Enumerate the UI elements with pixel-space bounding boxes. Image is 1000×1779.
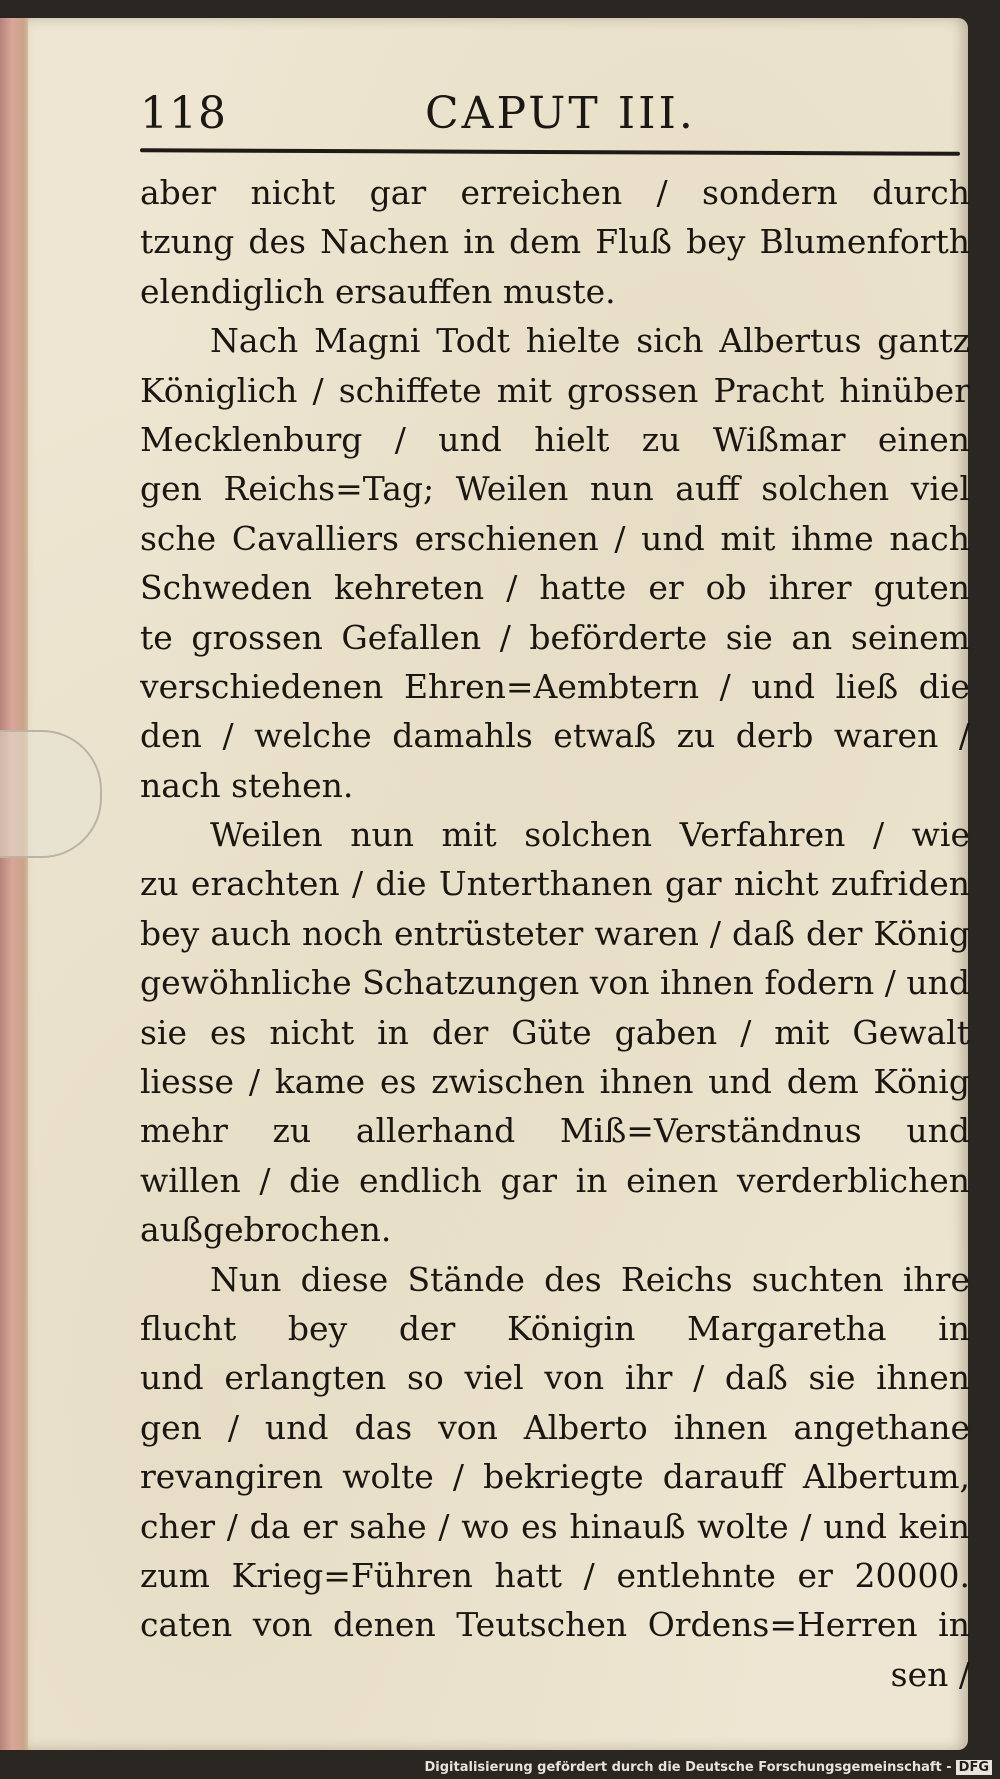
text-line: mehr zu allerhand Miß=Verständnus und <box>140 1111 970 1151</box>
text-line: bey auch noch entrüsteter waren / daß der König <box>140 913 970 953</box>
page-header <box>140 88 960 148</box>
credit-text: Digitalisierung gefördert durch die Deutsche Forschungsgemeinschaft - <box>424 1760 952 1775</box>
text-line: Schweden kehreten / hatte er ob ihrer guten <box>140 568 970 608</box>
text-line: gen Reichs=Tag; Weilen nun auff solchen viel <box>140 469 970 509</box>
text-line: gewöhnliche Schatzungen von ihnen fodern / und <box>140 963 970 1003</box>
text-line: cher / da er sahe / wo es hinauß wolte / und kein <box>140 1506 970 1546</box>
text-line: und erlangten so viel von ihr / daß sie ihnen <box>140 1358 970 1398</box>
text-line: aber nicht gar erreichen / sondern durch <box>140 173 970 212</box>
text-line: elendiglich ersauffen muste. <box>140 271 616 311</box>
text-line: willen / die endlich gar in einen verderblichen <box>140 1160 970 1200</box>
text-line: Königlich / schiffete mit grossen Pracht hinüber <box>140 370 970 410</box>
text-line: flucht bey der Königin Margaretha in <box>140 1308 970 1348</box>
digitization-credit <box>425 1760 993 1775</box>
text-line: zu erachten / die Unterthanen gar nicht zufriden <box>140 864 970 904</box>
page-number: 118 <box>140 88 227 139</box>
text-line: te grossen Gefallen / beförderte sie an seinem <box>140 617 970 657</box>
text-line: sen / <box>890 1654 970 1694</box>
text-line: liesse / kame es zwischen ihnen und dem König <box>140 1062 970 1102</box>
text-line: verschiedenen Ehren=Aembtern / und ließ die <box>140 666 970 706</box>
text-line: gen / und das von Alberto ihnen angethane <box>140 1407 970 1447</box>
text-line: den / welche damahls etwaß zu derb waren / <box>140 716 970 756</box>
text-line: Weilen nun mit solchen Verfahren / wie <box>210 815 970 855</box>
dfg-logo: DFG <box>956 1760 992 1775</box>
text-line: Nach Magni Todt hielte sich Albertus gantz <box>210 321 970 361</box>
text-line: tzung des Nachen in dem Fluß bey Blumenforth <box>140 222 970 262</box>
text-line: nach stehen. <box>140 765 354 805</box>
text-line: sche Cavalliers erschienen / und mit ihme nach <box>140 518 970 558</box>
text-line: Nun diese Stände des Reichs suchten ihre <box>210 1259 970 1299</box>
body-text <box>140 168 970 1699</box>
text-line: Mecklenburg / und hielt zu Wißmar einen <box>140 419 970 459</box>
text-line: sie es nicht in der Güte gaben / mit Gewalt <box>140 1012 970 1052</box>
text-line: revangiren wolte / bekriegte darauff Albertum, <box>140 1457 970 1497</box>
text-line: zum Krieg=Führen hatt / entlehnte er 20000. <box>140 1555 970 1595</box>
text-line: caten von denen Teutschen Ordens=Herren in <box>140 1605 970 1645</box>
text-line: außgebrochen. <box>140 1210 392 1250</box>
running-head: CAPUT III. <box>425 88 696 139</box>
